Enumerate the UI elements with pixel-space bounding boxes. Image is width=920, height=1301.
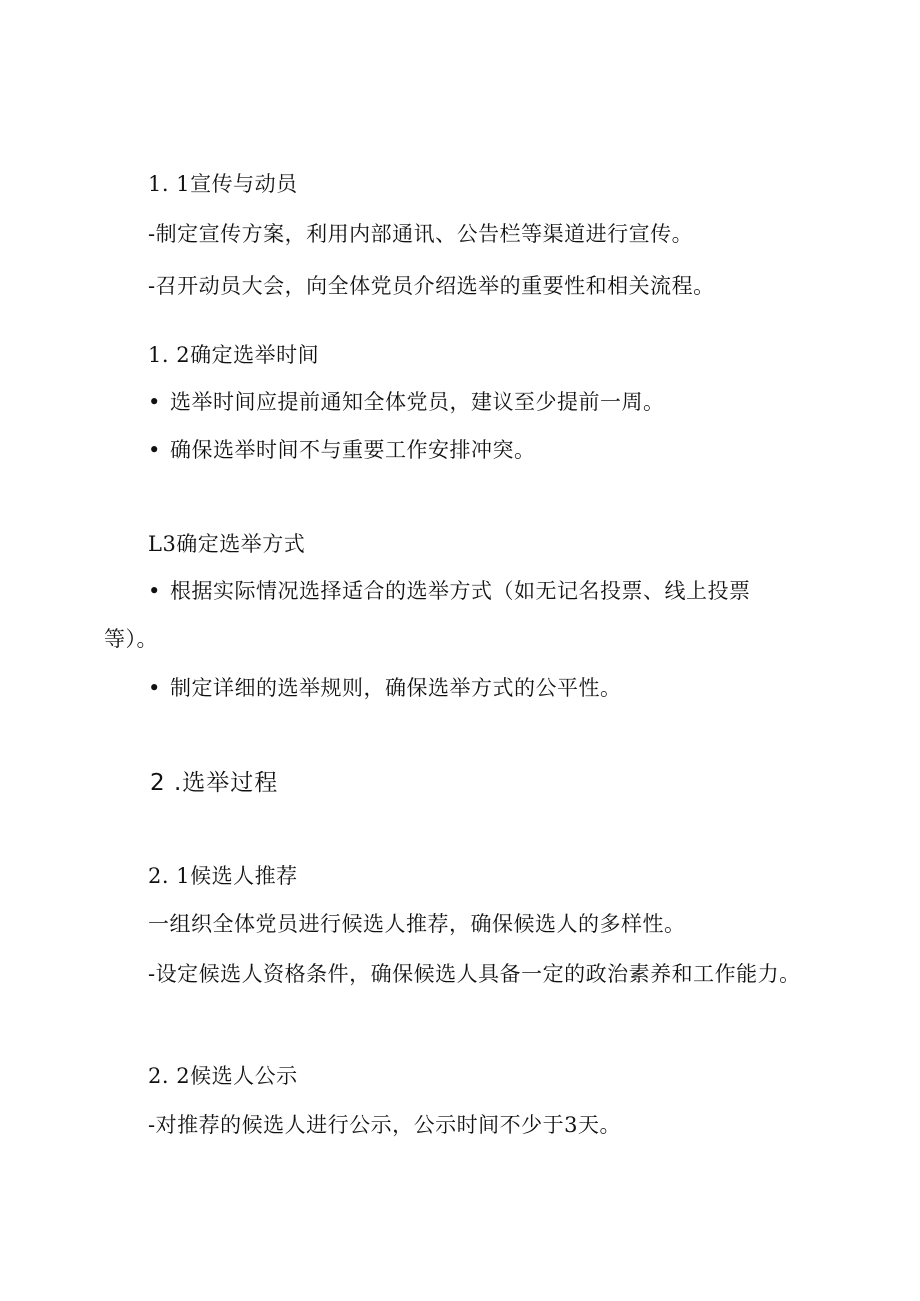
bullet-item (148, 388, 665, 416)
bullet-item (148, 674, 622, 702)
bullet-item (148, 577, 751, 605)
bullet-text: 选举时间应提前通知全体党员，建议至少提前一周。 (170, 390, 665, 414)
bullet-item (148, 436, 536, 464)
bullet-text: 根据实际情况选择适合的选举方式（如无记名投票、线上投票 (170, 579, 751, 603)
section-heading-1-3: L3确定选举方式 (148, 532, 306, 556)
list-item: -设定候选人资格条件，确保候选人具备一定的政治素养和工作能力。 (148, 962, 801, 986)
list-item: -召开动员大会，向全体党员介绍选举的重要性和相关流程。 (148, 274, 715, 298)
list-item: -制定宣传方案，利用内部通讯、公告栏等渠道进行宣传。 (148, 222, 694, 246)
list-item: 一组织全体党员进行候选人推荐，确保候选人的多样性。 (148, 912, 686, 936)
section-heading-1-2: 1. 2确定选举时间 (148, 343, 320, 367)
bullet-text: 确保选举时间不与重要工作安排冲突。 (170, 438, 536, 462)
bullet-continuation: 等）。 (104, 627, 158, 651)
chapter-heading-2: 2 .选举过程 (150, 770, 279, 796)
bullet-icon: • (148, 676, 161, 700)
bullet-icon: • (148, 579, 161, 603)
section-heading-1-1: 1. 1宣传与动员 (148, 172, 298, 196)
section-heading-2-1: 2. 1候选人推荐 (148, 864, 298, 888)
section-heading-2-2: 2. 2候选人公示 (148, 1064, 298, 1088)
list-item: -对推荐的候选人进行公示，公示时间不少于3天。 (148, 1113, 621, 1137)
bullet-icon: • (148, 390, 161, 414)
bullet-icon: • (148, 438, 161, 462)
bullet-text: 制定详细的选举规则，确保选举方式的公平性。 (170, 676, 622, 700)
